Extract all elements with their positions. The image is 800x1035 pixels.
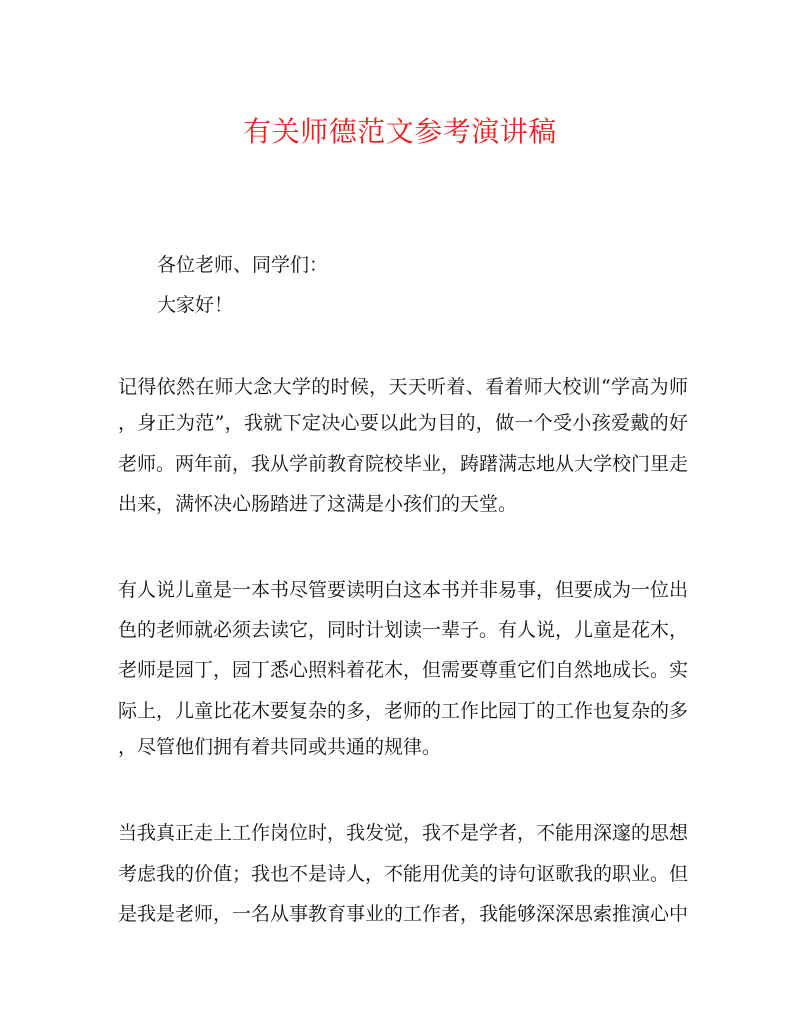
paragraph-line: 是我是老师，一名从事教育事业的工作者，我能够深深思索推演心中 [118,903,689,925]
document-title: 有关师德范文参考演讲稿 [243,115,557,148]
paragraph-line: ，身正为范”，我就下定决心要以此为目的，做一个受小孩爱戴的好 [118,412,688,434]
paragraph-line: 老师是园丁，园丁悉心照料着花木，但需要尊重它们自然地成长。实 [118,659,689,681]
greeting-line: 各位老师、同学们： [157,254,329,276]
paragraph-line: 考虑我的价值；我也不是诗人，不能用优美的诗句讴歌我的职业。但 [118,863,689,885]
paragraph-line: ，尽管他们拥有着共同或共通的规律。 [118,736,442,758]
paragraph-line: 出来，满怀决心肠踏进了这满是小孩们的天堂。 [118,493,518,515]
greeting-line: 大家好！ [157,294,234,316]
paragraph-line: 老师。两年前，我从学前教育院校毕业，踌躇满志地从大学校门里走 [118,453,689,475]
paragraph-line: 际上，儿童比花木要复杂的多，老师的工作比园丁的工作也复杂的多 [118,700,689,722]
paragraph-line: 色的老师就必须去读它，同时计划读一辈子。有人说，儿童是花木， [118,619,689,641]
paragraph-line: 记得依然在师大念大学的时候，天天听着、看着师大校训“学高为师 [118,376,688,398]
paragraph-line: 当我真正走上工作岗位时，我发觉，我不是学者，不能用深邃的思想 [118,822,689,844]
paragraph-line: 有人说儿童是一本书尽管要读明白这本书并非易事，但要成为一位出 [118,579,689,601]
